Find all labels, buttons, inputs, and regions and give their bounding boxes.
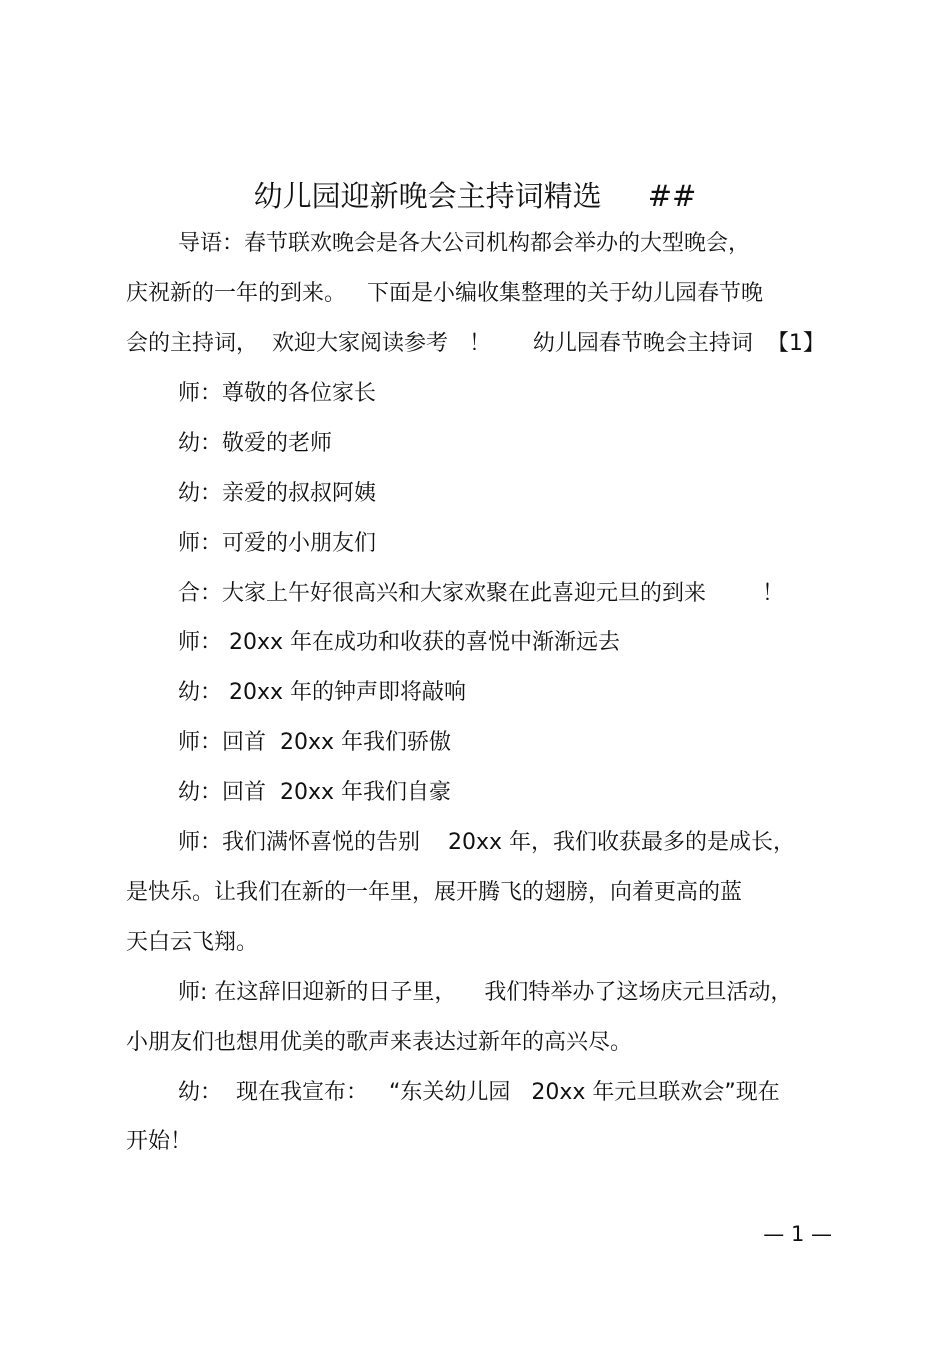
text-line: 天白云飞翔。 (126, 930, 259, 955)
text-line: 开始！ (126, 1129, 193, 1154)
text-line: 师: 在这辞旧迎新的日子里， 我们特举办了这场庆元旦活动， (178, 980, 793, 1005)
document-title: 幼儿园迎新晚会主持词精选 ## (253, 179, 697, 213)
text-line: 幼：回首 20xx 年我们自豪 (178, 780, 452, 805)
page-number: — 1 — (763, 1222, 832, 1246)
text-line: 是快乐。让我们在新的一年里，展开腾飞的翅膀，向着更高的蓝 (126, 880, 743, 905)
text-line: 师：我们满怀喜悦的告别 20xx 年，我们收获最多的是成长， (178, 830, 796, 855)
text-line: 幼：亲爱的叔叔阿姨 (178, 481, 377, 506)
text-line: 会的主持词， 欢迎大家阅读参考 ！ 幼儿园春节晚会主持词 【1】 (126, 331, 825, 356)
text-line: 师：尊敬的各位家长 (178, 381, 377, 406)
text-line: 师： 20xx 年在成功和收获的喜悦中渐渐远去 (178, 630, 621, 655)
text-line: 师：回首 20xx 年我们骄傲 (178, 730, 452, 755)
text-line: 师：可爱的小朋友们 (178, 531, 377, 556)
text-line: 幼： 现在我宣布： “东关幼儿园 20xx 年元旦联欢会”现在 (178, 1080, 780, 1105)
text-line: 幼： 20xx 年的钟声即将敲响 (178, 680, 467, 705)
text-line: 小朋友们也想用优美的歌声来表达过新年的高兴尽。 (126, 1030, 633, 1055)
text-line: 合：大家上午好很高兴和大家欢聚在此喜迎元旦的到来 ！ (178, 581, 784, 606)
text-line: 导语：春节联欢晚会是各大公司机构都会举办的大型晚会， (178, 231, 751, 256)
text-line: 庆祝新的一年的到来。 下面是小编收集整理的关于幼儿园春节晚 (126, 281, 763, 306)
text-line: 幼：敬爱的老师 (178, 431, 333, 456)
